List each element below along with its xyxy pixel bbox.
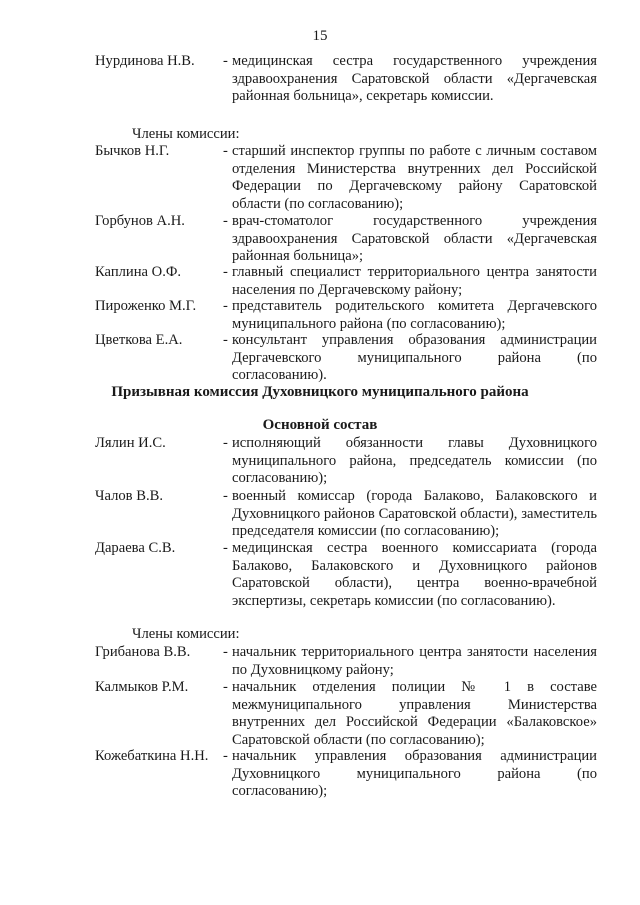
dash: -	[223, 679, 228, 695]
member-name: Нурдинова Н.В.	[95, 53, 195, 69]
member-description: врач-стоматолог государственного учреждения здравоохранения Саратовской области «Дергачевская районная больница»;	[232, 213, 597, 265]
member-name: Каплина О.Ф.	[95, 264, 182, 280]
section-title: Призывная комиссия Духовницкого муниципального района	[111, 384, 529, 400]
list-item	[95, 488, 597, 541]
dash: -	[223, 298, 228, 314]
member-name: Цветкова Е.А.	[95, 332, 183, 348]
dash: -	[223, 488, 228, 504]
member-name: Пироженко М.Г.	[95, 298, 197, 314]
member-name: Калмыков Р.М.	[95, 679, 189, 695]
member-description: военный комиссар (города Балаково, Балаковского и Духовницкого районов Саратовской области), заместитель председателя комиссии (по согласованию);	[232, 488, 597, 540]
list-item	[95, 298, 597, 333]
member-description: начальник управления образования администрации Духовницкого муниципального района (по согласованию);	[232, 748, 597, 800]
dash: -	[223, 143, 228, 159]
dash: -	[223, 213, 228, 229]
page-number: 15	[312, 28, 328, 44]
list-item	[95, 264, 597, 299]
member-name: Бычков Н.Г.	[95, 143, 170, 159]
list-item	[95, 435, 597, 488]
member-description: главный специалист территориального центра занятости населения по Дергачевскому району;	[232, 264, 597, 298]
member-description: начальник отделения полиции № 1 в составе межмуниципального управления Министерства внутренних дел Российской Федерации «Балаковское» Саратовской области (по согласованию);	[232, 679, 597, 748]
member-name: Чалов В.В.	[95, 488, 163, 504]
section-subtitle: Основной состав	[262, 417, 378, 433]
member-description: медицинская сестра военного комиссариата (города Балаково, Балаковского и Духовницкого районов Саратовской области), центра военно-врачебной экспертизы, секретарь комиссии (по согласованию).	[232, 540, 597, 609]
dash: -	[223, 540, 228, 556]
list-item	[95, 53, 597, 106]
members-label: Члены комиссии:	[132, 626, 240, 642]
list-item	[95, 540, 597, 610]
dash: -	[223, 264, 228, 280]
member-name: Кожебаткина Н.Н.	[95, 748, 209, 764]
member-name: Лялин И.С.	[95, 435, 166, 451]
list-item	[95, 748, 597, 801]
member-description: медицинская сестра государственного учреждения здравоохранения Саратовской области «Дергачевская районная больница», секретарь комиссии.	[232, 53, 597, 105]
dash: -	[223, 435, 228, 451]
dash: -	[223, 748, 228, 764]
list-item	[95, 213, 597, 266]
list-item	[95, 332, 597, 385]
member-description: представитель родительского комитета Дергачевского муниципального района (по согласованию);	[232, 298, 597, 332]
member-name: Дараева С.В.	[95, 540, 176, 556]
dash: -	[223, 53, 228, 69]
member-description: консультант управления образования администрации Дергачевского муниципального района (по согласованию).	[232, 332, 597, 384]
dash: -	[223, 332, 228, 348]
list-item	[95, 644, 597, 679]
dash: -	[223, 644, 228, 660]
member-name: Грибанова В.В.	[95, 644, 191, 660]
member-description: исполняющий обязанности главы Духовницкого муниципального района, председатель комиссии (по согласованию);	[232, 435, 597, 487]
members-label: Члены комиссии:	[132, 126, 240, 142]
list-item	[95, 143, 597, 213]
member-description: начальник территориального центра занятости населения по Духовницкому району;	[232, 644, 597, 678]
member-name: Горбунов А.Н.	[95, 213, 185, 229]
list-item	[95, 679, 597, 749]
member-description: старший инспектор группы по работе с личным составом отделения Министерства внутренних дел Российской Федерации по Дергачевскому району Саратовской области (по согласованию);	[232, 143, 597, 212]
